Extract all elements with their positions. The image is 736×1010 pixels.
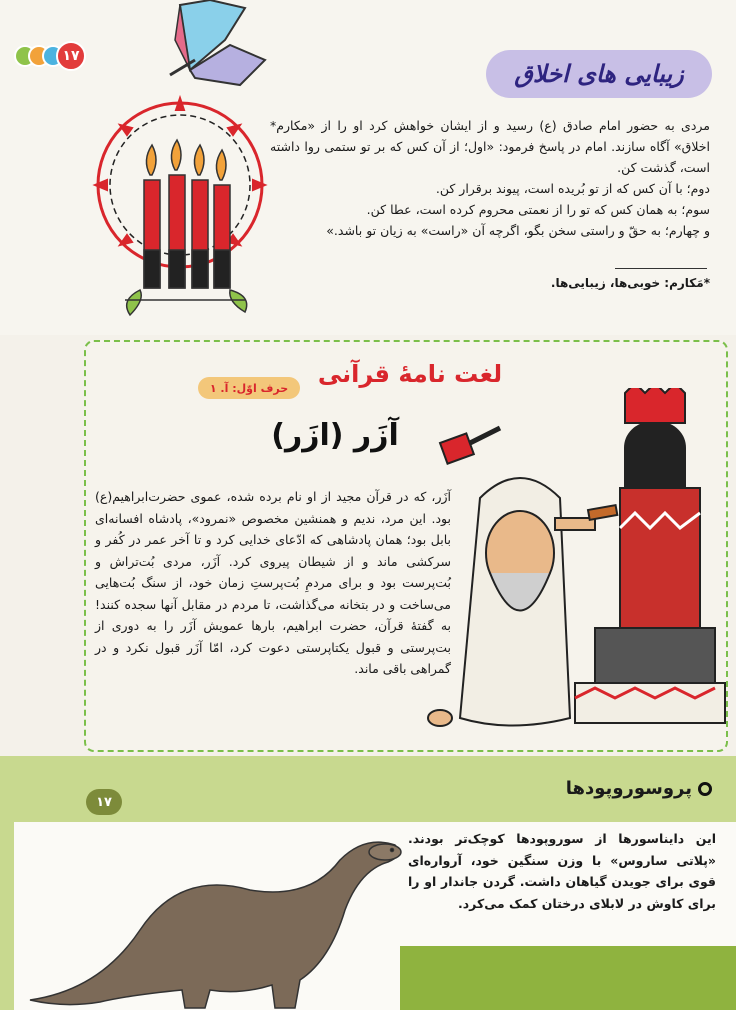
dinosaur-illustration [10,830,410,1010]
dinosaur-heading-text: پروسوروپودها [565,778,692,799]
page-number: ۱۷ [56,41,86,71]
ethics-paragraph: مردی به حضور امام صادق (ع) رسید و از ایشان خواهش کرد او را از «مکارم* اخلاق» آگاه سازند. امام در پاسخ فرمود: «اول؛ از آن کس که بر تو ستمی روا داشته است، گذشت کن. [270,118,710,175]
ethics-text [270,115,710,241]
dinosaur-heading [540,778,712,799]
candles-illustration [80,0,280,340]
footnote-divider [615,268,707,269]
dictionary-title: لغت نامهٔ قرآنی [317,360,503,388]
ethics-paragraph: و چهارم؛ به حقّ و راستی سخن بگو، اگرچه آن «راست» به زیان تو باشد.» [326,223,710,238]
butterfly-icon [170,0,265,85]
dictionary-word: آزَر (ازَر) [271,418,399,453]
ethics-footnote: *مَکارم: خوبی‌ها، زیبایی‌ها. [550,276,710,290]
dinosaur-green-strip [400,946,736,1010]
ethics-title: زیبایی های اخلاق [514,60,684,88]
dinosaur-page-number: ۱۷ [86,789,122,815]
ethics-paragraph: سوم؛ به همان کس که تو را از نعمتی محروم کرده است، عطا کن. [366,202,710,217]
sculptor-illustration [420,388,730,748]
bullet-icon [698,782,712,796]
dinosaur-description: این دایناسورها از سوروپودها کوچک‌تر بودند. «پلاتی ساروس» با وزن سنگین خود، آرواره‌ای قوی برای جویدن گیاهان داشت. گردن جاندار او را برای کاوش در لابلای درختان کمک می‌کرد. [408,831,716,911]
page-number-badge [14,42,90,70]
ethics-paragraph: دوم؛ با آن کس که از تو بُریده است، پیوند برقرار کن. [435,181,710,196]
dictionary-letter-tag: حرف اوّل: آ. ۱ [198,377,300,399]
dictionary-definition: آزَر، که در قرآن مجید از او نام برده شده، عموی حضرت‌ابراهیم(ع) بود. این مرد، ندیم و همنشین مخصوص «نمرود»، پادشاه افسانه‌ای بابل بود؛ همان پادشاهی که ادّعای خدایی کرد و تا آخر عمر در کُفر و سرکشی ماند و از شیطان پیروی کرد. آزَر، مردی بُت‌تراش و بُت‌پرست بود و برای مردمِ بُت‌پرستِ زمان خود، از سنگ بُت‌هایی می‌ساخت و در بتخانه می‌گذاشت، تا مردم در مقابل آنها سجده کنند! به گفتهٔ قرآن، حضرت ابراهیم، بارها عمویش آزَر را به دوری از بت‌پرستی و قبول یکتاپرستی دعوت کرد، امّا آزَر قبول نکرد و در گمراهی باقی ماند. [95,489,451,676]
ethics-title-pill [486,50,712,98]
